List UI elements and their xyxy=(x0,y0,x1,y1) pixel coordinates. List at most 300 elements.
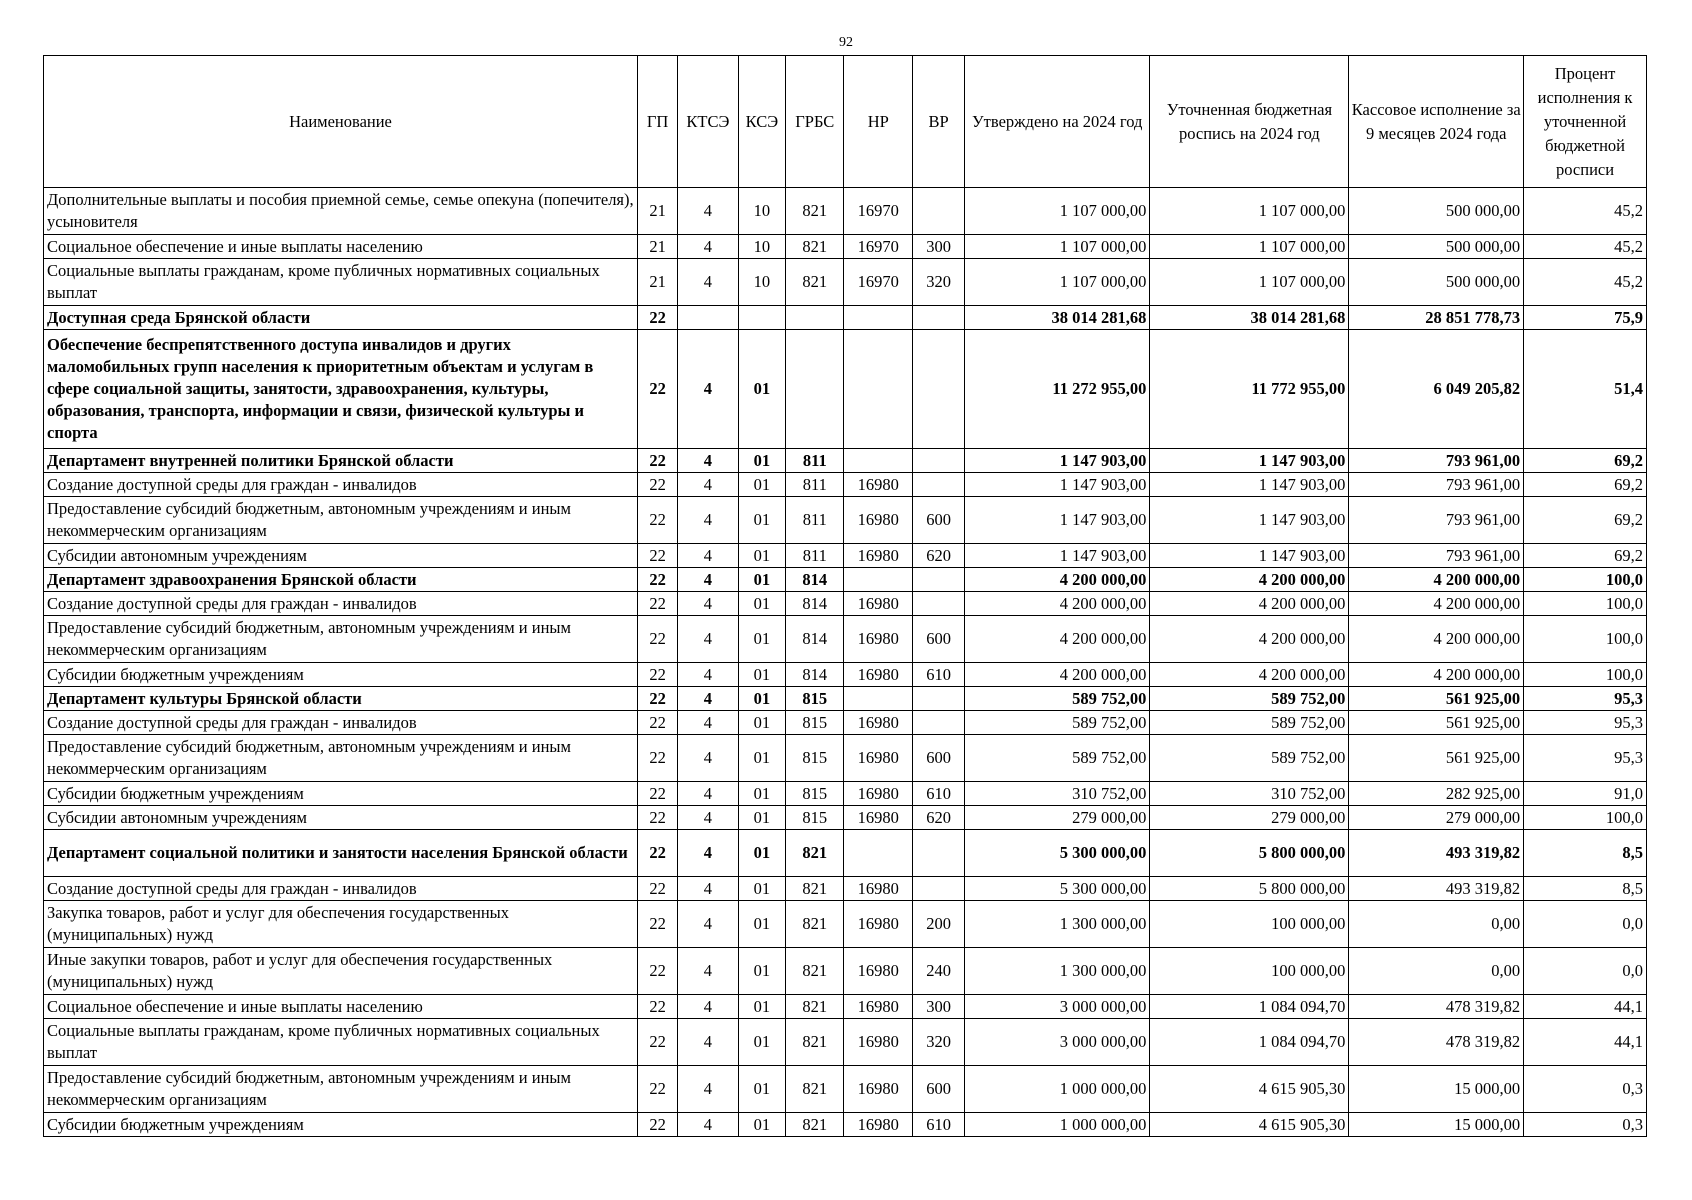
cell-percent: 8,5 xyxy=(1524,830,1647,877)
cell-vr: 200 xyxy=(913,901,965,948)
table-row xyxy=(44,473,1647,497)
cell-name: Социальные выплаты гражданам, кроме публичных нормативных социальных выплат xyxy=(44,1019,638,1066)
cell-kse: 01 xyxy=(738,1113,786,1137)
cell-percent: 95,3 xyxy=(1524,735,1647,782)
table-row xyxy=(44,1019,1647,1066)
cell-vr: 240 xyxy=(913,948,965,995)
cell-gp: 22 xyxy=(637,735,677,782)
cell-percent: 69,2 xyxy=(1524,544,1647,568)
cell-kse: 01 xyxy=(738,687,786,711)
cell-gp: 22 xyxy=(637,592,677,616)
cell-np: 16980 xyxy=(844,663,913,687)
cell-grbs: 815 xyxy=(786,687,844,711)
cell-ktse: 4 xyxy=(678,544,738,568)
cell-ktse: 4 xyxy=(678,330,738,449)
cell-revised: 4 615 905,30 xyxy=(1150,1113,1349,1137)
cell-name: Создание доступной среды для граждан - инвалидов xyxy=(44,877,638,901)
cell-approved: 5 300 000,00 xyxy=(965,877,1150,901)
table-row xyxy=(44,306,1647,330)
cell-revised: 1 147 903,00 xyxy=(1150,544,1349,568)
table-row xyxy=(44,995,1647,1019)
cell-percent: 69,2 xyxy=(1524,449,1647,473)
cell-ktse: 4 xyxy=(678,1113,738,1137)
cell-gp: 22 xyxy=(637,473,677,497)
cell-name: Иные закупки товаров, работ и услуг для обеспечения государственных (муниципальных) нужд xyxy=(44,948,638,995)
cell-percent: 100,0 xyxy=(1524,616,1647,663)
cell-kse: 01 xyxy=(738,497,786,544)
cell-cash: 4 200 000,00 xyxy=(1349,616,1524,663)
table-row xyxy=(44,497,1647,544)
cell-np: 16980 xyxy=(844,497,913,544)
cell-approved: 1 107 000,00 xyxy=(965,235,1150,259)
table-row xyxy=(44,711,1647,735)
cell-name: Департамент культуры Брянской области xyxy=(44,687,638,711)
table-header-row xyxy=(44,56,1647,188)
cell-revised: 100 000,00 xyxy=(1150,948,1349,995)
header-vr: ВР xyxy=(913,56,965,188)
table-row xyxy=(44,948,1647,995)
cell-name: Субсидии автономным учреждениям xyxy=(44,806,638,830)
cell-grbs: 815 xyxy=(786,735,844,782)
cell-np: 16980 xyxy=(844,1019,913,1066)
cell-ktse: 4 xyxy=(678,235,738,259)
cell-ktse: 4 xyxy=(678,782,738,806)
cell-name: Предоставление субсидий бюджетным, автономным учреждениям и иным некоммерческим организациям xyxy=(44,735,638,782)
cell-cash: 4 200 000,00 xyxy=(1349,568,1524,592)
cell-gp: 22 xyxy=(637,497,677,544)
cell-revised: 1 147 903,00 xyxy=(1150,473,1349,497)
cell-kse: 01 xyxy=(738,544,786,568)
cell-approved: 1 300 000,00 xyxy=(965,948,1150,995)
cell-vr: 320 xyxy=(913,259,965,306)
cell-gp: 22 xyxy=(637,806,677,830)
cell-percent: 0,0 xyxy=(1524,901,1647,948)
cell-name: Предоставление субсидий бюджетным, автономным учреждениям и иным некоммерческим организациям xyxy=(44,1066,638,1113)
cell-approved: 1 300 000,00 xyxy=(965,901,1150,948)
cell-grbs: 815 xyxy=(786,711,844,735)
cell-grbs: 815 xyxy=(786,782,844,806)
table-row xyxy=(44,544,1647,568)
cell-cash: 561 925,00 xyxy=(1349,687,1524,711)
cell-cash: 0,00 xyxy=(1349,901,1524,948)
cell-percent: 45,2 xyxy=(1524,188,1647,235)
cell-gp: 22 xyxy=(637,711,677,735)
cell-kse: 10 xyxy=(738,235,786,259)
cell-grbs: 815 xyxy=(786,806,844,830)
cell-kse: 01 xyxy=(738,473,786,497)
cell-ktse xyxy=(678,306,738,330)
header-percent: Процент исполнения к уточненной бюджетной росписи xyxy=(1524,56,1647,188)
cell-gp: 22 xyxy=(637,449,677,473)
cell-gp: 21 xyxy=(637,235,677,259)
cell-np: 16980 xyxy=(844,782,913,806)
cell-name: Социальное обеспечение и иные выплаты населению xyxy=(44,995,638,1019)
cell-name: Закупка товаров, работ и услуг для обеспечения государственных (муниципальных) нужд xyxy=(44,901,638,948)
cell-revised: 1 147 903,00 xyxy=(1150,497,1349,544)
cell-cash: 15 000,00 xyxy=(1349,1113,1524,1137)
cell-revised: 1 107 000,00 xyxy=(1150,188,1349,235)
cell-name: Субсидии бюджетным учреждениям xyxy=(44,663,638,687)
cell-percent: 8,5 xyxy=(1524,877,1647,901)
cell-cash: 500 000,00 xyxy=(1349,235,1524,259)
cell-percent: 100,0 xyxy=(1524,592,1647,616)
cell-np: 16980 xyxy=(844,616,913,663)
cell-approved: 1 147 903,00 xyxy=(965,449,1150,473)
cell-ktse: 4 xyxy=(678,877,738,901)
budget-table xyxy=(43,55,1647,1137)
cell-percent: 51,4 xyxy=(1524,330,1647,449)
cell-vr: 620 xyxy=(913,544,965,568)
cell-cash: 493 319,82 xyxy=(1349,830,1524,877)
cell-approved: 1 147 903,00 xyxy=(965,497,1150,544)
cell-grbs: 811 xyxy=(786,449,844,473)
cell-kse: 01 xyxy=(738,877,786,901)
cell-ktse: 4 xyxy=(678,735,738,782)
cell-vr xyxy=(913,711,965,735)
cell-ktse: 4 xyxy=(678,568,738,592)
header-grbs: ГРБС xyxy=(786,56,844,188)
cell-cash: 282 925,00 xyxy=(1349,782,1524,806)
cell-cash: 500 000,00 xyxy=(1349,188,1524,235)
cell-grbs: 821 xyxy=(786,995,844,1019)
cell-gp: 22 xyxy=(637,663,677,687)
cell-percent: 0,0 xyxy=(1524,948,1647,995)
cell-revised: 310 752,00 xyxy=(1150,782,1349,806)
cell-revised: 4 615 905,30 xyxy=(1150,1066,1349,1113)
cell-name: Департамент здравоохранения Брянской области xyxy=(44,568,638,592)
cell-kse: 01 xyxy=(738,330,786,449)
cell-np: 16980 xyxy=(844,473,913,497)
cell-vr: 320 xyxy=(913,1019,965,1066)
cell-cash: 793 961,00 xyxy=(1349,497,1524,544)
cell-approved: 1 107 000,00 xyxy=(965,259,1150,306)
cell-grbs: 821 xyxy=(786,901,844,948)
cell-np: 16980 xyxy=(844,877,913,901)
cell-np: 16970 xyxy=(844,235,913,259)
cell-percent: 44,1 xyxy=(1524,1019,1647,1066)
cell-np: 16980 xyxy=(844,1113,913,1137)
cell-vr: 600 xyxy=(913,735,965,782)
cell-approved: 1 147 903,00 xyxy=(965,544,1150,568)
cell-kse: 01 xyxy=(738,449,786,473)
cell-grbs: 811 xyxy=(786,544,844,568)
cell-vr xyxy=(913,687,965,711)
cell-kse: 01 xyxy=(738,995,786,1019)
cell-vr xyxy=(913,306,965,330)
cell-np: 16980 xyxy=(844,735,913,782)
cell-kse: 10 xyxy=(738,259,786,306)
cell-revised: 1 107 000,00 xyxy=(1150,259,1349,306)
cell-gp: 22 xyxy=(637,901,677,948)
cell-cash: 500 000,00 xyxy=(1349,259,1524,306)
cell-cash: 793 961,00 xyxy=(1349,473,1524,497)
table-row xyxy=(44,687,1647,711)
cell-percent: 100,0 xyxy=(1524,806,1647,830)
cell-vr xyxy=(913,188,965,235)
table-body xyxy=(44,188,1647,1137)
cell-gp: 22 xyxy=(637,995,677,1019)
cell-name: Дополнительные выплаты и пособия приемной семье, семье опекуна (попечителя), усыновителя xyxy=(44,188,638,235)
cell-grbs: 821 xyxy=(786,1019,844,1066)
cell-ktse: 4 xyxy=(678,901,738,948)
cell-revised: 1 084 094,70 xyxy=(1150,1019,1349,1066)
cell-ktse: 4 xyxy=(678,616,738,663)
cell-ktse: 4 xyxy=(678,663,738,687)
cell-cash: 15 000,00 xyxy=(1349,1066,1524,1113)
table-row xyxy=(44,235,1647,259)
cell-cash: 4 200 000,00 xyxy=(1349,663,1524,687)
table-row xyxy=(44,449,1647,473)
cell-grbs: 811 xyxy=(786,473,844,497)
cell-grbs: 821 xyxy=(786,235,844,259)
cell-approved: 4 200 000,00 xyxy=(965,663,1150,687)
header-np: НР xyxy=(844,56,913,188)
cell-revised: 4 200 000,00 xyxy=(1150,592,1349,616)
cell-name: Социальное обеспечение и иные выплаты населению xyxy=(44,235,638,259)
cell-percent: 0,3 xyxy=(1524,1066,1647,1113)
cell-np xyxy=(844,330,913,449)
cell-percent: 44,1 xyxy=(1524,995,1647,1019)
cell-approved: 4 200 000,00 xyxy=(965,616,1150,663)
cell-approved: 279 000,00 xyxy=(965,806,1150,830)
table-row xyxy=(44,330,1647,449)
cell-np: 16970 xyxy=(844,259,913,306)
cell-vr xyxy=(913,330,965,449)
cell-gp: 22 xyxy=(637,782,677,806)
cell-revised: 4 200 000,00 xyxy=(1150,568,1349,592)
table-row xyxy=(44,188,1647,235)
header-name: Наименование xyxy=(44,56,638,188)
cell-kse xyxy=(738,306,786,330)
cell-ktse: 4 xyxy=(678,995,738,1019)
cell-kse: 01 xyxy=(738,616,786,663)
header-revised: Уточненная бюджетная роспись на 2024 год xyxy=(1150,56,1349,188)
cell-cash: 478 319,82 xyxy=(1349,1019,1524,1066)
cell-gp: 22 xyxy=(637,616,677,663)
cell-revised: 1 147 903,00 xyxy=(1150,449,1349,473)
cell-approved: 4 200 000,00 xyxy=(965,568,1150,592)
cell-grbs: 821 xyxy=(786,188,844,235)
cell-vr: 300 xyxy=(913,235,965,259)
cell-np xyxy=(844,568,913,592)
cell-percent: 45,2 xyxy=(1524,235,1647,259)
cell-cash: 493 319,82 xyxy=(1349,877,1524,901)
table-row xyxy=(44,1066,1647,1113)
cell-grbs: 821 xyxy=(786,830,844,877)
cell-percent: 0,3 xyxy=(1524,1113,1647,1137)
cell-kse: 01 xyxy=(738,1066,786,1113)
header-ktse: КТСЭ xyxy=(678,56,738,188)
cell-cash: 561 925,00 xyxy=(1349,735,1524,782)
cell-grbs: 814 xyxy=(786,568,844,592)
cell-vr: 600 xyxy=(913,616,965,663)
cell-revised: 100 000,00 xyxy=(1150,901,1349,948)
cell-percent: 91,0 xyxy=(1524,782,1647,806)
cell-ktse: 4 xyxy=(678,592,738,616)
cell-kse: 01 xyxy=(738,806,786,830)
cell-cash: 28 851 778,73 xyxy=(1349,306,1524,330)
cell-cash: 478 319,82 xyxy=(1349,995,1524,1019)
cell-approved: 589 752,00 xyxy=(965,687,1150,711)
cell-name: Субсидии бюджетным учреждениям xyxy=(44,782,638,806)
cell-gp: 22 xyxy=(637,1113,677,1137)
cell-ktse: 4 xyxy=(678,497,738,544)
cell-np: 16980 xyxy=(844,1066,913,1113)
cell-name: Доступная среда Брянской области xyxy=(44,306,638,330)
cell-revised: 279 000,00 xyxy=(1150,806,1349,830)
cell-kse: 01 xyxy=(738,711,786,735)
cell-gp: 22 xyxy=(637,306,677,330)
cell-approved: 4 200 000,00 xyxy=(965,592,1150,616)
cell-kse: 01 xyxy=(738,663,786,687)
cell-name: Создание доступной среды для граждан - инвалидов xyxy=(44,592,638,616)
cell-vr: 600 xyxy=(913,1066,965,1113)
table-row xyxy=(44,1113,1647,1137)
cell-revised: 5 800 000,00 xyxy=(1150,877,1349,901)
page-number: 92 xyxy=(839,35,853,50)
cell-vr: 610 xyxy=(913,782,965,806)
table-row xyxy=(44,259,1647,306)
cell-revised: 1 084 094,70 xyxy=(1150,995,1349,1019)
table-row xyxy=(44,735,1647,782)
cell-vr: 620 xyxy=(913,806,965,830)
cell-gp: 21 xyxy=(637,188,677,235)
cell-ktse: 4 xyxy=(678,1019,738,1066)
cell-approved: 11 272 955,00 xyxy=(965,330,1150,449)
cell-kse: 01 xyxy=(738,592,786,616)
cell-kse: 01 xyxy=(738,901,786,948)
cell-np: 16980 xyxy=(844,711,913,735)
cell-kse: 01 xyxy=(738,1019,786,1066)
cell-grbs xyxy=(786,306,844,330)
cell-name: Создание доступной среды для граждан - инвалидов xyxy=(44,473,638,497)
cell-ktse: 4 xyxy=(678,948,738,995)
cell-revised: 589 752,00 xyxy=(1150,735,1349,782)
cell-revised: 4 200 000,00 xyxy=(1150,616,1349,663)
cell-approved: 3 000 000,00 xyxy=(965,995,1150,1019)
cell-gp: 22 xyxy=(637,544,677,568)
table-row xyxy=(44,592,1647,616)
cell-approved: 1 000 000,00 xyxy=(965,1113,1150,1137)
cell-np: 16980 xyxy=(844,806,913,830)
cell-approved: 1 000 000,00 xyxy=(965,1066,1150,1113)
cell-cash: 793 961,00 xyxy=(1349,544,1524,568)
cell-np xyxy=(844,687,913,711)
cell-vr xyxy=(913,568,965,592)
cell-percent: 75,9 xyxy=(1524,306,1647,330)
cell-approved: 589 752,00 xyxy=(965,735,1150,782)
cell-kse: 01 xyxy=(738,830,786,877)
cell-vr: 610 xyxy=(913,663,965,687)
cell-np: 16970 xyxy=(844,188,913,235)
header-cash: Кассовое исполнение за 9 месяцев 2024 года xyxy=(1349,56,1524,188)
cell-gp: 22 xyxy=(637,1019,677,1066)
cell-percent: 100,0 xyxy=(1524,663,1647,687)
cell-ktse: 4 xyxy=(678,711,738,735)
cell-gp: 22 xyxy=(637,568,677,592)
cell-np: 16980 xyxy=(844,592,913,616)
table-row xyxy=(44,568,1647,592)
cell-percent: 95,3 xyxy=(1524,711,1647,735)
cell-gp: 21 xyxy=(637,259,677,306)
table-row xyxy=(44,901,1647,948)
cell-kse: 01 xyxy=(738,782,786,806)
cell-ktse: 4 xyxy=(678,806,738,830)
cell-approved: 38 014 281,68 xyxy=(965,306,1150,330)
cell-grbs: 821 xyxy=(786,948,844,995)
table-row xyxy=(44,806,1647,830)
cell-vr xyxy=(913,473,965,497)
cell-percent: 69,2 xyxy=(1524,473,1647,497)
cell-ktse: 4 xyxy=(678,259,738,306)
cell-approved: 1 107 000,00 xyxy=(965,188,1150,235)
header-kse: КСЭ xyxy=(738,56,786,188)
cell-np xyxy=(844,449,913,473)
cell-ktse: 4 xyxy=(678,1066,738,1113)
cell-np: 16980 xyxy=(844,901,913,948)
cell-gp: 22 xyxy=(637,830,677,877)
cell-gp: 22 xyxy=(637,1066,677,1113)
header-approved: Утверждено на 2024 год xyxy=(965,56,1150,188)
cell-revised: 5 800 000,00 xyxy=(1150,830,1349,877)
cell-name: Предоставление субсидий бюджетным, автономным учреждениям и иным некоммерческим организациям xyxy=(44,616,638,663)
cell-vr xyxy=(913,592,965,616)
cell-name: Предоставление субсидий бюджетным, автономным учреждениям и иным некоммерческим организациям xyxy=(44,497,638,544)
cell-approved: 3 000 000,00 xyxy=(965,1019,1150,1066)
cell-np: 16980 xyxy=(844,995,913,1019)
table-row xyxy=(44,830,1647,877)
cell-ktse: 4 xyxy=(678,473,738,497)
cell-vr xyxy=(913,877,965,901)
cell-name: Субсидии бюджетным учреждениям xyxy=(44,1113,638,1137)
cell-name: Департамент внутренней политики Брянской области xyxy=(44,449,638,473)
cell-vr: 610 xyxy=(913,1113,965,1137)
cell-revised: 589 752,00 xyxy=(1150,687,1349,711)
table-row xyxy=(44,663,1647,687)
cell-name: Создание доступной среды для граждан - инвалидов xyxy=(44,711,638,735)
cell-vr: 600 xyxy=(913,497,965,544)
cell-gp: 22 xyxy=(637,330,677,449)
cell-approved: 310 752,00 xyxy=(965,782,1150,806)
cell-kse: 01 xyxy=(738,948,786,995)
cell-cash: 4 200 000,00 xyxy=(1349,592,1524,616)
cell-ktse: 4 xyxy=(678,687,738,711)
cell-cash: 6 049 205,82 xyxy=(1349,330,1524,449)
cell-kse: 10 xyxy=(738,188,786,235)
cell-vr: 300 xyxy=(913,995,965,1019)
cell-vr xyxy=(913,830,965,877)
cell-approved: 1 147 903,00 xyxy=(965,473,1150,497)
cell-percent: 69,2 xyxy=(1524,497,1647,544)
cell-ktse: 4 xyxy=(678,830,738,877)
cell-name: Департамент социальной политики и занятости населения Брянской области xyxy=(44,830,638,877)
table-row xyxy=(44,877,1647,901)
cell-revised: 1 107 000,00 xyxy=(1150,235,1349,259)
cell-cash: 793 961,00 xyxy=(1349,449,1524,473)
table-row xyxy=(44,616,1647,663)
cell-revised: 11 772 955,00 xyxy=(1150,330,1349,449)
cell-cash: 279 000,00 xyxy=(1349,806,1524,830)
cell-name: Обеспечение беспрепятственного доступа инвалидов и других маломобильных групп населения к приоритетным объектам и услугам в сфере социальной защиты, занятости, здравоохранения, культуры, образования, транспорта, информации и связи, физической культуры и спорта xyxy=(44,330,638,449)
cell-grbs: 814 xyxy=(786,616,844,663)
cell-gp: 22 xyxy=(637,877,677,901)
cell-vr xyxy=(913,449,965,473)
cell-revised: 4 200 000,00 xyxy=(1150,663,1349,687)
cell-name: Субсидии автономным учреждениям xyxy=(44,544,638,568)
cell-np: 16980 xyxy=(844,948,913,995)
cell-kse: 01 xyxy=(738,735,786,782)
cell-grbs: 811 xyxy=(786,497,844,544)
